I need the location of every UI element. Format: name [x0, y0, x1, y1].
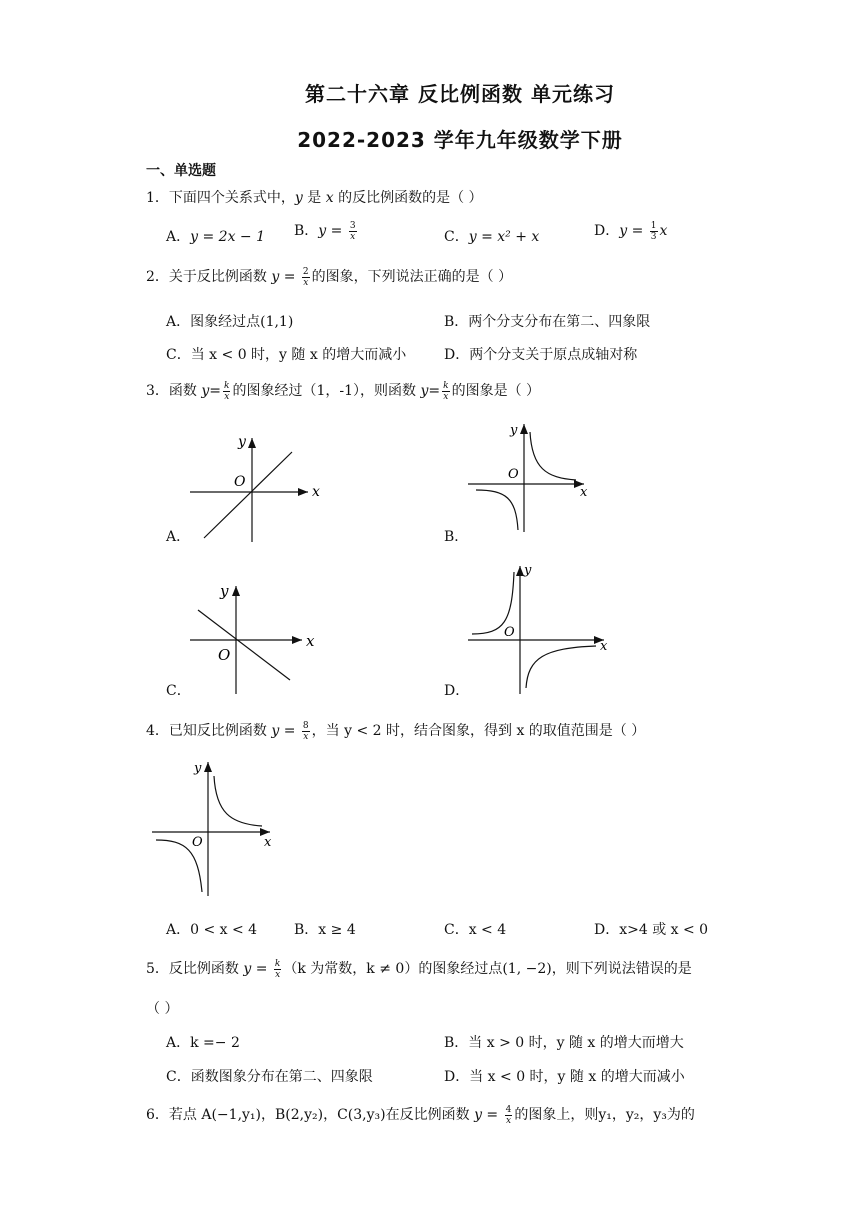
question-2-option-d: D．两个分支关于原点成轴对称: [444, 347, 638, 363]
question-4-option-b: B．x ≥ 4: [294, 922, 356, 938]
question-5-stem: 5．反比例函数 y = $\frac{k}{x}$ （k 为常数，k ≠ 0）的图象经过点(1, −2)，则下列说法错误的是: [146, 958, 692, 980]
svg-text:x: x: [580, 485, 588, 500]
question-1-option-c: C．y = x² + x: [444, 229, 540, 245]
svg-text:y: y: [220, 582, 229, 600]
graph-a-label: A．: [166, 529, 191, 545]
svg-text:O: O: [192, 835, 203, 850]
question-1-option-b: B．y = $\frac{3}{x}$: [294, 220, 356, 242]
section-heading: 一、单选题: [146, 163, 216, 179]
question-5-stem-continued: （ ）: [146, 1001, 179, 1017]
svg-text:O: O: [234, 474, 246, 490]
question-5-option-c: C．函数图象分布在第二、四象限: [166, 1069, 373, 1085]
question-1-option-d: D．y = $\frac{1}{3}$ x: [594, 220, 668, 242]
page-subtitle: 2022-2023 学年九年级数学下册: [297, 128, 623, 152]
graph-b-label: B．: [444, 529, 469, 545]
svg-text:y: y: [194, 761, 202, 776]
question-4-option-c: C．x < 4: [444, 922, 507, 938]
question-5-option-a: A．k =− 2: [166, 1035, 240, 1051]
svg-text:x: x: [600, 639, 608, 654]
svg-text:O: O: [508, 467, 519, 482]
svg-text:y: y: [238, 434, 246, 450]
svg-text:x: x: [312, 484, 320, 500]
graph-q4-hyperbola: [150, 758, 280, 898]
svg-text:O: O: [504, 625, 515, 640]
question-1-stem: 1．下面四个关系式中，y 是 x 的反比例函数的是（ ）: [146, 190, 483, 206]
question-4-option-a: A．0 < x < 4: [166, 922, 258, 938]
question-5-option-b: B．当 x > 0 时，y 随 x 的增大而增大: [444, 1035, 684, 1051]
question-4-option-d: D．x>4 或 x < 0: [594, 922, 709, 938]
graph-d-hyperbola-quadrants-2-4: [464, 560, 614, 696]
question-6-stem: 6．若点 A(−1,y₁)，B(2,y₂)，C(3,y₃)在反比例函数 y = $\frac{4}{x}$ 的图象上，则y₁，y₂，y₃为的: [146, 1104, 695, 1126]
question-4-stem: 4．已知反比例函数 y = $\frac{8}{x}$ ，当 y < 2 时，结合图象，得到 x 的取值范围是（ ）: [146, 720, 646, 742]
question-2-option-a: A．图象经过点(1,1): [166, 314, 294, 330]
question-1-option-a: A．y = 2x − 1: [166, 229, 266, 245]
question-5-option-d: D．当 x < 0 时，y 随 x 的增大而减小: [444, 1069, 685, 1085]
question-2-option-c: C．当 x < 0 时，y 随 x 的增大而减小: [166, 347, 407, 363]
question-3-stem: 3．函数 y= $\frac{k}{x}$ 的图象经过（1，-1），则函数 y= $\frac{k}{x}$ 的图象是（ ）: [146, 380, 541, 402]
question-2-option-b: B．两个分支分布在第二、四象限: [444, 314, 651, 330]
svg-text:x: x: [264, 835, 272, 850]
question-2-stem: 2．关于反比例函数 y = $\frac{2}{x}$ 的图象，下列说法正确的是（ ）: [146, 266, 513, 288]
graph-b-hyperbola-quadrants-1-3: [464, 418, 594, 534]
svg-text:x: x: [306, 632, 315, 650]
graph-a-line-positive-slope: [186, 430, 336, 545]
graph-c-label: C．: [166, 683, 191, 699]
graph-c-line-negative-slope: [186, 578, 326, 698]
page-title: 第二十六章 反比例函数 单元练习: [305, 82, 615, 106]
graph-d-label: D．: [444, 683, 470, 699]
svg-text:y: y: [524, 563, 532, 578]
svg-text:O: O: [218, 646, 231, 664]
svg-text:y: y: [510, 423, 518, 438]
